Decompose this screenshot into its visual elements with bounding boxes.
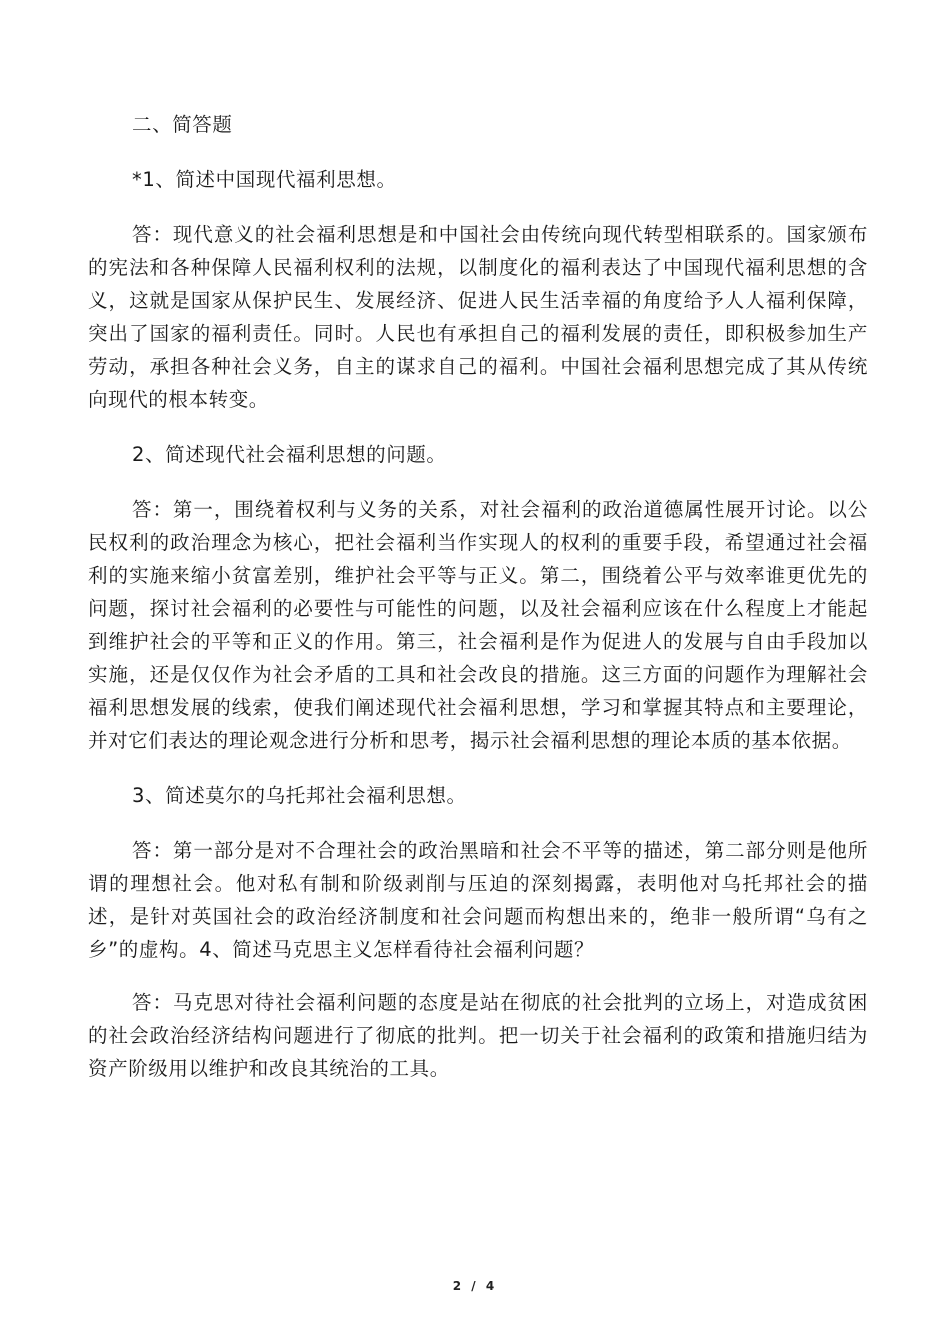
page-number: 2 / 4 — [452, 1279, 498, 1293]
question-2: 2、简述现代社会福利思想的问题。 — [132, 443, 447, 466]
answer-4: 答：马克思对待社会福利问题的态度是站在彻底的社会批判的立场上，对造成贫困的社会政治经济结构问题进行了彻底的批判。把一切关于社会福利的政策和措施归结为资产阶级用以维护和改良其统治的工具。 — [88, 991, 868, 1080]
question-3: 3、简述莫尔的乌托邦社会福利思想。 — [132, 784, 467, 807]
section-title: 二、简答题 — [132, 113, 233, 136]
answer-1: 答：现代意义的社会福利思想是和中国社会由传统向现代转型相联系的。国家颁布的宪法和各种保障人民福利权利的法规，以制度化的福利表达了中国现代福利思想的含义，这就是国家从保护民生、发展经济、促进人民生活幸福的角度给予人人福利保障，突出了国家的福利责任。同时。人民也有承担自己的福利发展的责任，即积极参加生产劳动，承担各种社会义务，自主的谋求自己的福利。中国社会福利思想完成了其从传统向现代的根本转变。 — [88, 223, 868, 411]
document-body — [88, 108, 868, 1107]
question-1: *1、简述中国现代福利思想。 — [132, 168, 397, 191]
answer-3: 答：第一部分是对不合理社会的政治黑暗和社会不平等的描述，第二部分则是他所谓的理想社会。他对私有制和阶级剥削与压迫的深刻揭露，表明他对乌托邦社会的描述，是针对英国社会的政治经济制度和社会问题而构想出来的，绝非一般所谓“乌有之乡”的虚构。4、简述马克思主义怎样看待社会福利问题？ — [88, 839, 868, 961]
answer-2: 答：第一，围绕着权利与义务的关系，对社会福利的政治道德属性展开讨论。以公民权利的政治理念为核心，把社会福利当作实现人的权利的重要手段，希望通过社会福利的实施来缩小贫富差别，维护社会平等与正义。第二，围绕着公平与效率谁更优先的问题，探讨社会福利的必要性与可能性的问题，以及社会福利应该在什么程度上才能起到维护社会的平等和正义的作用。第三，社会福利是作为促进人的发展与自由手段加以实施，还是仅仅作为社会矛盾的工具和社会改良的措施。这三方面的问题作为理解社会福利思想发展的线索，使我们阐述现代社会福利思想，学习和掌握其特点和主要理论，并对它们表达的理论观念进行分析和思考，揭示社会福利思想的理论本质的基本依据。 — [88, 498, 868, 752]
